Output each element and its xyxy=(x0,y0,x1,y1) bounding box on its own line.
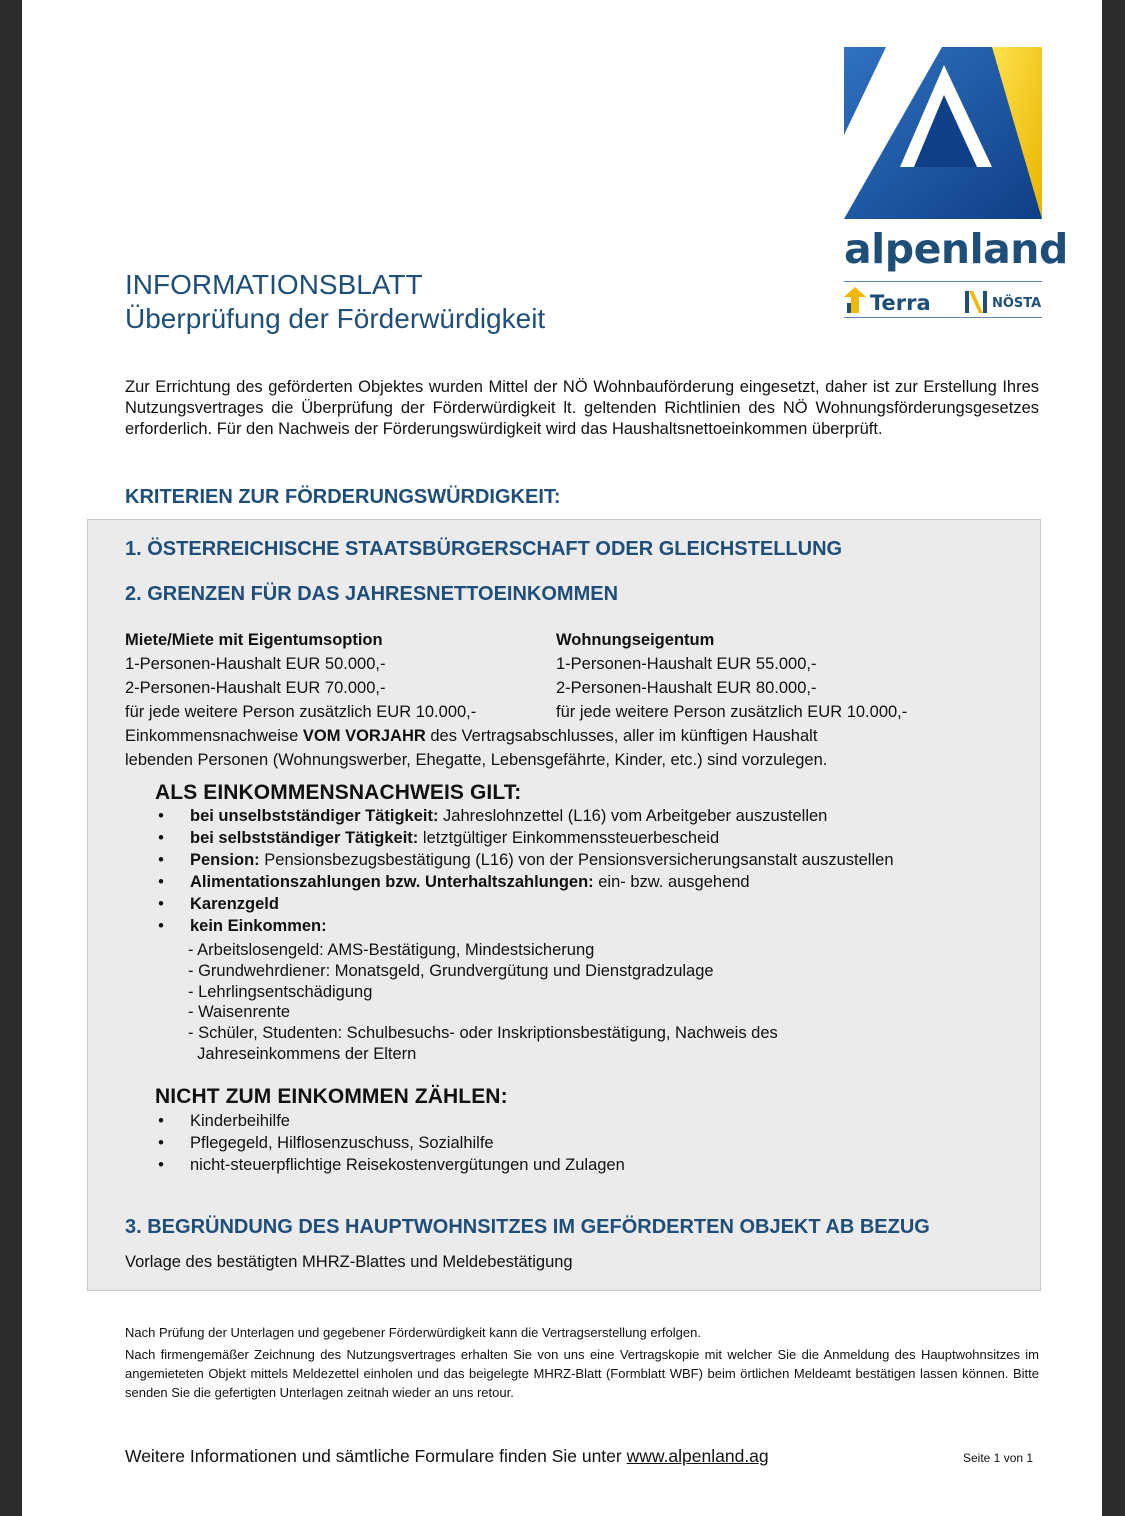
logo-divider xyxy=(844,317,1042,318)
note-paragraph-2: Nach firmengemäßer Zeichnung des Nutzungsvertrages erhalten Sie von uns eine Vertragskopie mit welcher Sie die Anmeldung des Hauptwohnsitzes im angemieteten Objekt mittels Meldezettel einholen und das beigelegte MHRZ-Blatt (Formblatt WBF) beim örtlichen Meldeamt bestätigen lassen können. Bitte senden Sie die gefertigten Unterlagen zeitnah wieder an uns retour. xyxy=(125,1347,1039,1400)
document-page xyxy=(22,0,1102,1516)
list-item-label: Pension: xyxy=(190,851,260,869)
alpenland-logo-mark-icon xyxy=(844,47,1042,222)
bullet-icon: • xyxy=(158,829,164,847)
note-paragraph-1: Nach Prüfung der Unterlagen und gegebener Förderwürdigkeit kann die Vertragserstellung erfolgen. xyxy=(125,1325,701,1340)
proof-note-line2: lebenden Personen (Wohnungswerber, Ehegatte, Lebensgefährte, Kinder, etc.) sind vorzulegen. xyxy=(125,751,828,769)
list-item xyxy=(155,827,1015,849)
not-income-list xyxy=(155,1110,1015,1176)
sub-list-item: - Lehrlingsentschädigung xyxy=(188,982,373,1001)
section-3-heading: 3. BEGRÜNDUNG DES HAUPTWOHNSITZES IM GEFÖRDERTEN OBJEKT AB BEZUG xyxy=(125,1216,930,1238)
footer-text: Weitere Informationen und sämtliche Formulare finden Sie unter xyxy=(125,1446,627,1466)
rent-limits-heading: Miete/Miete mit Eigentumsoption xyxy=(125,631,383,649)
sub-list-item: Jahreseinkommens der Eltern xyxy=(188,1044,417,1063)
page-title: INFORMATIONSBLATT xyxy=(125,269,423,300)
list-item-text: Pensionsbezugsbestätigung (L16) von der Pensionsversicherungsanstalt auszustellen xyxy=(259,851,894,869)
income-proof-heading: ALS EINKOMMENSNACHWEIS GILT: xyxy=(155,781,522,804)
section-1-heading: 1. ÖSTERREICHISCHE STAATSBÜRGERSCHAFT ODER GLEICHSTELLUNG xyxy=(125,538,843,560)
bullet-icon: • xyxy=(158,807,164,825)
proof-note-text: Einkommensnachweise xyxy=(125,727,303,745)
bullet-icon: • xyxy=(158,895,164,913)
rent-limit-row: 2-Personen-Haushalt EUR 70.000,- xyxy=(125,679,386,697)
no-income-sublist xyxy=(188,940,988,1065)
logo-partner-terra: Terra xyxy=(870,291,931,315)
bullet-icon: • xyxy=(158,1134,164,1152)
rent-limit-row: für jede weitere Person zusätzlich EUR 10.000,- xyxy=(125,703,477,721)
list-item-text: Pflegegeld, Hilflosenzuschuss, Sozialhilfe xyxy=(190,1134,494,1152)
logo-divider xyxy=(844,281,1042,282)
ownership-limits-column xyxy=(556,628,976,724)
list-item xyxy=(155,1154,1015,1176)
intro-paragraph: Zur Errichtung des geförderten Objektes wurden Mittel der NÖ Wohnbauförderung eingesetzt, daher ist zur Erstellung Ihres Nutzungsvertrages die Überprüfung der Förderwürdigkeit lt. geltenden Richtlinien des NÖ Wohnungsförderungsgesetzes erforderlich. Für den Nachweis der Förderungswürdigkeit wird das Haushaltsnettoeinkommen überprüft. xyxy=(125,378,1039,438)
logo-brand-text: alpenland xyxy=(844,225,1068,273)
list-item-label: Karenzgeld xyxy=(190,895,279,913)
list-item xyxy=(155,805,1015,827)
list-item-label: kein Einkommen: xyxy=(190,917,327,935)
list-item xyxy=(155,893,1015,915)
list-item-label: Alimentationszahlungen bzw. Unterhaltszahlungen: xyxy=(190,873,594,891)
ownership-limit-row: 2-Personen-Haushalt EUR 80.000,- xyxy=(556,679,817,697)
proof-note-text: des Vertragsabschlusses, aller im künftigen Haushalt xyxy=(425,727,818,745)
list-item-text: Kinderbeihilfe xyxy=(190,1112,290,1130)
list-item xyxy=(155,1132,1015,1154)
list-item xyxy=(155,915,1015,937)
ownership-limit-row: 1-Personen-Haushalt EUR 55.000,- xyxy=(556,655,817,673)
criteria-heading: KRITERIEN ZUR FÖRDERUNGSWÜRDIGKEIT: xyxy=(125,486,561,508)
list-item xyxy=(155,849,1015,871)
sub-list-item: - Arbeitslosengeld: AMS-Bestätigung, Mindestsicherung xyxy=(188,941,595,959)
list-item-label: bei selbstständiger Tätigkeit: xyxy=(190,829,419,847)
logo-partner-noesta: NÖSTA xyxy=(992,296,1042,311)
not-income-heading: NICHT ZUM EINKOMMEN ZÄHLEN: xyxy=(155,1085,508,1108)
terra-logo-icon xyxy=(844,287,866,315)
section-3-text: Vorlage des bestätigten MHRZ-Blattes und Meldebestätigung xyxy=(125,1253,573,1271)
income-proof-list xyxy=(155,805,1015,937)
list-item xyxy=(155,871,1015,893)
ownership-limit-row: für jede weitere Person zusätzlich EUR 10.000,- xyxy=(556,703,908,721)
bullet-icon: • xyxy=(158,851,164,869)
sub-list-item: - Grundwehrdiener: Monatsgeld, Grundvergütung und Dienstgradzulage xyxy=(188,961,714,980)
bullet-icon: • xyxy=(158,1112,164,1130)
bullet-icon: • xyxy=(158,873,164,891)
section-2-heading: 2. GRENZEN FÜR DAS JAHRESNETTOEINKOMMEN xyxy=(125,583,619,605)
list-item-text: letztgültiger Einkommenssteuerbescheid xyxy=(418,829,720,847)
list-item xyxy=(155,1110,1015,1132)
bullet-icon: • xyxy=(158,1156,164,1174)
footer-info xyxy=(125,1446,769,1467)
alpenland-logo xyxy=(844,47,1068,322)
list-item-text: Jahreslohnzettel (L16) vom Arbeitgeber auszustellen xyxy=(438,807,828,825)
bullet-icon: • xyxy=(158,917,164,935)
website-link[interactable]: www.alpenland.ag xyxy=(626,1446,769,1466)
page-number: Seite 1 von 1 xyxy=(963,1451,1034,1465)
list-item-text: ein- bzw. ausgehend xyxy=(593,873,750,891)
rent-limits-column xyxy=(125,628,545,724)
sub-list-item: - Schüler, Studenten: Schulbesuchs- oder Inskriptionsbestätigung, Nachweis des xyxy=(188,1024,778,1043)
noesta-logo-icon xyxy=(964,290,988,314)
proof-note xyxy=(125,724,1025,772)
list-item-text: nicht-steuerpflichtige Reisekostenvergütungen und Zulagen xyxy=(190,1156,625,1174)
rent-limit-row: 1-Personen-Haushalt EUR 50.000,- xyxy=(125,655,386,673)
page-subtitle: Überprüfung der Förderwürdigkeit xyxy=(125,303,546,334)
ownership-limits-heading: Wohnungseigentum xyxy=(556,631,715,649)
proof-note-emphasis: VOM VORJAHR xyxy=(302,727,426,745)
list-item-label: bei unselbstständiger Tätigkeit: xyxy=(190,807,439,825)
sub-list-item: - Waisenrente xyxy=(188,1003,291,1022)
